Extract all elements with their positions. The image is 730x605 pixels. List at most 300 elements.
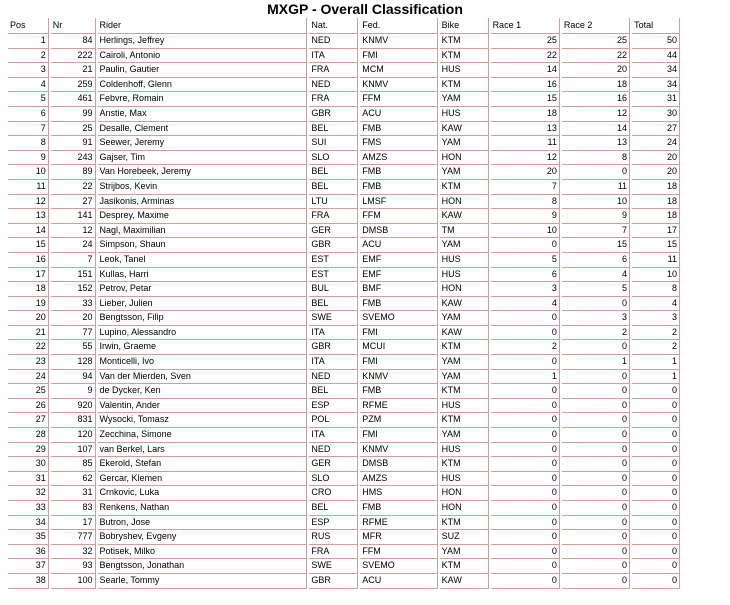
cell-race1: 6 <box>491 268 560 283</box>
cell-pos: 5 <box>8 92 49 107</box>
cell-rider: Valentin, Ander <box>98 399 308 414</box>
cell-rider: Herlings, Jeffrey <box>98 34 308 49</box>
cell-race2: 0 <box>562 443 630 458</box>
cell-bike: KAW <box>440 209 489 224</box>
cell-nr: 85 <box>51 457 96 472</box>
cell-nat: FRA <box>309 63 358 78</box>
cell-pos: 22 <box>8 340 49 355</box>
cell-pos: 16 <box>8 253 49 268</box>
table-row <box>8 151 680 166</box>
cell-race1: 8 <box>491 195 560 210</box>
cell-race1: 0 <box>491 399 560 414</box>
cell-pos: 31 <box>8 472 49 487</box>
table-row <box>8 268 680 283</box>
header-fed: Fed. <box>360 18 437 34</box>
cell-fed: FMI <box>360 326 437 341</box>
cell-pos: 15 <box>8 238 49 253</box>
cell-race1: 13 <box>491 122 560 137</box>
cell-pos: 3 <box>8 63 49 78</box>
cell-race1: 22 <box>491 49 560 64</box>
cell-fed: DMSB <box>360 457 437 472</box>
cell-fed: FFM <box>360 92 437 107</box>
cell-nr: 9 <box>51 384 96 399</box>
cell-race2: 0 <box>562 340 630 355</box>
cell-rider: Monticelli, Ivo <box>98 355 308 370</box>
cell-nat: LTU <box>309 195 358 210</box>
cell-bike: YAM <box>440 92 489 107</box>
cell-rider: Lupino, Alessandro <box>98 326 308 341</box>
cell-nat: RUS <box>309 530 358 545</box>
cell-rider: Paulin, Gautier <box>98 63 308 78</box>
cell-nr: 22 <box>51 180 96 195</box>
cell-fed: RFME <box>360 399 437 414</box>
cell-pos: 6 <box>8 107 49 122</box>
cell-nr: 31 <box>51 486 96 501</box>
cell-bike: KTM <box>440 516 489 531</box>
table-row <box>8 443 680 458</box>
cell-bike: HON <box>440 501 489 516</box>
table-row <box>8 574 680 589</box>
cell-fed: KNMV <box>360 78 437 93</box>
table-row <box>8 253 680 268</box>
cell-total: 3 <box>632 311 680 326</box>
cell-nat: SLO <box>309 151 358 166</box>
cell-race2: 20 <box>562 63 630 78</box>
cell-total: 0 <box>632 486 680 501</box>
cell-nr: 777 <box>51 530 96 545</box>
table-row <box>8 195 680 210</box>
cell-total: 0 <box>632 428 680 443</box>
cell-bike: YAM <box>440 355 489 370</box>
cell-nat: GER <box>309 457 358 472</box>
cell-total: 0 <box>632 501 680 516</box>
cell-nat: ESP <box>309 399 358 414</box>
cell-rider: Desalle, Clement <box>98 122 308 137</box>
table-row <box>8 355 680 370</box>
cell-total: 1 <box>632 355 680 370</box>
cell-fed: HMS <box>360 486 437 501</box>
cell-race1: 0 <box>491 574 560 589</box>
cell-bike: KTM <box>440 457 489 472</box>
header-total: Total <box>632 18 680 34</box>
cell-rider: Coldenhoff, Glenn <box>98 78 308 93</box>
cell-nr: 77 <box>51 326 96 341</box>
cell-race1: 25 <box>491 34 560 49</box>
cell-total: 34 <box>632 78 680 93</box>
cell-pos: 24 <box>8 370 49 385</box>
cell-nat: ITA <box>309 49 358 64</box>
cell-total: 20 <box>632 151 680 166</box>
cell-nat: SUI <box>309 136 358 151</box>
cell-race2: 4 <box>562 268 630 283</box>
cell-race1: 16 <box>491 78 560 93</box>
cell-fed: EMF <box>360 268 437 283</box>
cell-race2: 14 <box>562 122 630 137</box>
table-row <box>8 297 680 312</box>
table-row <box>8 209 680 224</box>
cell-fed: KNMV <box>360 443 437 458</box>
header-rider: Rider <box>98 18 308 34</box>
cell-pos: 9 <box>8 151 49 166</box>
cell-race1: 2 <box>491 340 560 355</box>
table-row <box>8 49 680 64</box>
cell-rider: Nagl, Maximilian <box>98 224 308 239</box>
cell-rider: Leok, Tanel <box>98 253 308 268</box>
cell-rider: Desprey, Maxime <box>98 209 308 224</box>
cell-nat: BEL <box>309 501 358 516</box>
cell-rider: Potisek, Milko <box>98 545 308 560</box>
cell-rider: Searle, Tommy <box>98 574 308 589</box>
cell-pos: 32 <box>8 486 49 501</box>
cell-fed: AMZS <box>360 472 437 487</box>
cell-race2: 5 <box>562 282 630 297</box>
cell-race1: 0 <box>491 501 560 516</box>
cell-race1: 1 <box>491 370 560 385</box>
cell-race1: 10 <box>491 224 560 239</box>
cell-total: 24 <box>632 136 680 151</box>
cell-race2: 10 <box>562 195 630 210</box>
cell-total: 11 <box>632 253 680 268</box>
cell-race1: 3 <box>491 282 560 297</box>
cell-race2: 9 <box>562 209 630 224</box>
cell-total: 0 <box>632 472 680 487</box>
cell-race1: 0 <box>491 384 560 399</box>
cell-race2: 0 <box>562 530 630 545</box>
cell-rider: Cairoli, Antonio <box>98 49 308 64</box>
table-row <box>8 63 680 78</box>
cell-nr: 20 <box>51 311 96 326</box>
cell-total: 2 <box>632 326 680 341</box>
cell-total: 15 <box>632 238 680 253</box>
cell-fed: BMF <box>360 282 437 297</box>
table-row <box>8 384 680 399</box>
cell-race2: 6 <box>562 253 630 268</box>
table-row <box>8 180 680 195</box>
cell-nat: NED <box>309 370 358 385</box>
table-row <box>8 486 680 501</box>
table-row <box>8 78 680 93</box>
cell-race2: 1 <box>562 355 630 370</box>
cell-total: 0 <box>632 384 680 399</box>
cell-race2: 25 <box>562 34 630 49</box>
cell-rider: Kullas, Harri <box>98 268 308 283</box>
cell-rider: Van der Mierden, Sven <box>98 370 308 385</box>
cell-pos: 1 <box>8 34 49 49</box>
cell-nr: 91 <box>51 136 96 151</box>
cell-nat: EST <box>309 268 358 283</box>
cell-total: 0 <box>632 443 680 458</box>
cell-rider: Bobryshev, Evgeny <box>98 530 308 545</box>
cell-pos: 11 <box>8 180 49 195</box>
cell-total: 17 <box>632 224 680 239</box>
cell-race2: 3 <box>562 311 630 326</box>
cell-pos: 25 <box>8 384 49 399</box>
cell-fed: FFM <box>360 545 437 560</box>
cell-pos: 7 <box>8 122 49 137</box>
table-row <box>8 92 680 107</box>
cell-pos: 38 <box>8 574 49 589</box>
cell-race1: 18 <box>491 107 560 122</box>
cell-fed: FMB <box>360 297 437 312</box>
cell-race2: 0 <box>562 501 630 516</box>
cell-nr: 12 <box>51 224 96 239</box>
cell-total: 0 <box>632 516 680 531</box>
cell-pos: 8 <box>8 136 49 151</box>
cell-bike: YAM <box>440 165 489 180</box>
cell-nat: FRA <box>309 209 358 224</box>
cell-pos: 13 <box>8 209 49 224</box>
cell-nat: ITA <box>309 355 358 370</box>
cell-rider: Crnkovic, Luka <box>98 486 308 501</box>
cell-total: 50 <box>632 34 680 49</box>
cell-nr: 920 <box>51 399 96 414</box>
cell-fed: SVEMO <box>360 559 437 574</box>
cell-bike: KTM <box>440 78 489 93</box>
cell-nr: 17 <box>51 516 96 531</box>
cell-nr: 62 <box>51 472 96 487</box>
cell-race1: 5 <box>491 253 560 268</box>
cell-fed: FMI <box>360 49 437 64</box>
cell-nr: 141 <box>51 209 96 224</box>
cell-race2: 0 <box>562 428 630 443</box>
cell-fed: ACU <box>360 107 437 122</box>
cell-bike: KTM <box>440 384 489 399</box>
cell-total: 27 <box>632 122 680 137</box>
table-row <box>8 122 680 137</box>
cell-total: 10 <box>632 268 680 283</box>
cell-race1: 14 <box>491 63 560 78</box>
cell-nr: 128 <box>51 355 96 370</box>
cell-total: 0 <box>632 413 680 428</box>
cell-bike: KTM <box>440 340 489 355</box>
cell-fed: RFME <box>360 516 437 531</box>
cell-bike: HON <box>440 195 489 210</box>
cell-race2: 22 <box>562 49 630 64</box>
cell-pos: 12 <box>8 195 49 210</box>
cell-fed: FMB <box>360 122 437 137</box>
cell-race2: 7 <box>562 224 630 239</box>
cell-pos: 23 <box>8 355 49 370</box>
cell-nat: FRA <box>309 92 358 107</box>
cell-rider: Gercar, Klemen <box>98 472 308 487</box>
cell-total: 20 <box>632 165 680 180</box>
cell-race1: 0 <box>491 516 560 531</box>
cell-fed: FFM <box>360 209 437 224</box>
cell-nat: NED <box>309 78 358 93</box>
cell-total: 0 <box>632 559 680 574</box>
cell-total: 30 <box>632 107 680 122</box>
cell-nat: SWE <box>309 311 358 326</box>
cell-race2: 0 <box>562 413 630 428</box>
cell-race1: 0 <box>491 355 560 370</box>
cell-rider: Butron, Jose <box>98 516 308 531</box>
cell-total: 0 <box>632 574 680 589</box>
cell-race2: 0 <box>562 472 630 487</box>
cell-race2: 0 <box>562 457 630 472</box>
cell-pos: 20 <box>8 311 49 326</box>
cell-race1: 20 <box>491 165 560 180</box>
cell-nat: GER <box>309 224 358 239</box>
table-row <box>8 136 680 151</box>
cell-bike: HUS <box>440 443 489 458</box>
cell-race2: 0 <box>562 297 630 312</box>
cell-nr: 89 <box>51 165 96 180</box>
cell-rider: Zecchina, Simone <box>98 428 308 443</box>
cell-bike: KTM <box>440 559 489 574</box>
table-row <box>8 311 680 326</box>
cell-total: 44 <box>632 49 680 64</box>
cell-race2: 12 <box>562 107 630 122</box>
cell-bike: KAW <box>440 574 489 589</box>
cell-rider: Bengtsson, Filip <box>98 311 308 326</box>
cell-rider: Ekerold, Stefan <box>98 457 308 472</box>
cell-total: 4 <box>632 297 680 312</box>
page-title: MXGP - Overall Classification <box>267 1 463 17</box>
cell-bike: SUZ <box>440 530 489 545</box>
cell-nr: 831 <box>51 413 96 428</box>
header-bike: Bike <box>440 18 489 34</box>
cell-pos: 4 <box>8 78 49 93</box>
cell-pos: 26 <box>8 399 49 414</box>
cell-race2: 11 <box>562 180 630 195</box>
cell-nr: 24 <box>51 238 96 253</box>
cell-bike: YAM <box>440 136 489 151</box>
cell-bike: HUS <box>440 399 489 414</box>
cell-rider: van Berkel, Lars <box>98 443 308 458</box>
cell-nat: GBR <box>309 574 358 589</box>
cell-nat: SLO <box>309 472 358 487</box>
cell-nr: 120 <box>51 428 96 443</box>
cell-nat: GBR <box>309 107 358 122</box>
table-row <box>8 340 680 355</box>
cell-pos: 37 <box>8 559 49 574</box>
cell-race1: 15 <box>491 92 560 107</box>
cell-pos: 34 <box>8 516 49 531</box>
cell-fed: FMI <box>360 355 437 370</box>
cell-race2: 0 <box>562 559 630 574</box>
cell-fed: KNMV <box>360 34 437 49</box>
cell-fed: ACU <box>360 574 437 589</box>
table-row <box>8 457 680 472</box>
cell-nr: 93 <box>51 559 96 574</box>
cell-bike: YAM <box>440 311 489 326</box>
cell-nat: EST <box>309 253 358 268</box>
cell-bike: KTM <box>440 180 489 195</box>
cell-race2: 0 <box>562 399 630 414</box>
cell-race1: 11 <box>491 136 560 151</box>
cell-pos: 17 <box>8 268 49 283</box>
cell-nr: 151 <box>51 268 96 283</box>
cell-bike: YAM <box>440 428 489 443</box>
cell-race1: 0 <box>491 545 560 560</box>
cell-fed: FMS <box>360 136 437 151</box>
cell-race1: 0 <box>491 559 560 574</box>
cell-bike: HON <box>440 486 489 501</box>
table-row <box>8 370 680 385</box>
cell-nat: ITA <box>309 428 358 443</box>
cell-nat: SWE <box>309 559 358 574</box>
cell-pos: 35 <box>8 530 49 545</box>
cell-pos: 33 <box>8 501 49 516</box>
cell-nr: 461 <box>51 92 96 107</box>
cell-race1: 0 <box>491 530 560 545</box>
table-row <box>8 516 680 531</box>
cell-race1: 12 <box>491 151 560 166</box>
table-row <box>8 559 680 574</box>
cell-race2: 18 <box>562 78 630 93</box>
cell-fed: SVEMO <box>360 311 437 326</box>
cell-nat: POL <box>309 413 358 428</box>
cell-race1: 0 <box>491 472 560 487</box>
cell-nr: 32 <box>51 545 96 560</box>
cell-nat: NED <box>309 34 358 49</box>
cell-race1: 0 <box>491 311 560 326</box>
cell-fed: MFR <box>360 530 437 545</box>
cell-fed: FMI <box>360 428 437 443</box>
cell-bike: KTM <box>440 49 489 64</box>
cell-race1: 0 <box>491 413 560 428</box>
table-row <box>8 501 680 516</box>
cell-pos: 30 <box>8 457 49 472</box>
classification-table <box>6 18 682 589</box>
table-header-row <box>8 18 680 34</box>
cell-fed: MCUI <box>360 340 437 355</box>
cell-race2: 16 <box>562 92 630 107</box>
cell-total: 2 <box>632 340 680 355</box>
cell-race2: 8 <box>562 151 630 166</box>
table-row <box>8 530 680 545</box>
cell-nat: CRO <box>309 486 358 501</box>
cell-nat: ESP <box>309 516 358 531</box>
table-row <box>8 472 680 487</box>
header-race1: Race 1 <box>491 18 560 34</box>
cell-race1: 0 <box>491 486 560 501</box>
cell-bike: KAW <box>440 326 489 341</box>
cell-rider: Lieber, Julien <box>98 297 308 312</box>
cell-rider: Simpson, Shaun <box>98 238 308 253</box>
cell-total: 1 <box>632 370 680 385</box>
cell-fed: PZM <box>360 413 437 428</box>
table-row <box>8 238 680 253</box>
table-row <box>8 107 680 122</box>
cell-fed: FMB <box>360 165 437 180</box>
cell-bike: KTM <box>440 34 489 49</box>
cell-race2: 0 <box>562 370 630 385</box>
cell-nat: GBR <box>309 238 358 253</box>
cell-fed: AMZS <box>360 151 437 166</box>
cell-race2: 0 <box>562 486 630 501</box>
cell-nr: 27 <box>51 195 96 210</box>
cell-rider: Renkens, Nathan <box>98 501 308 516</box>
cell-bike: HUS <box>440 63 489 78</box>
cell-pos: 36 <box>8 545 49 560</box>
cell-pos: 18 <box>8 282 49 297</box>
cell-nr: 21 <box>51 63 96 78</box>
cell-nat: BUL <box>309 282 358 297</box>
cell-rider: Seewer, Jeremy <box>98 136 308 151</box>
cell-rider: Strijbos, Kevin <box>98 180 308 195</box>
cell-pos: 14 <box>8 224 49 239</box>
cell-rider: Anstie, Max <box>98 107 308 122</box>
cell-race1: 0 <box>491 457 560 472</box>
cell-pos: 2 <box>8 49 49 64</box>
cell-total: 31 <box>632 92 680 107</box>
cell-race2: 2 <box>562 326 630 341</box>
cell-pos: 27 <box>8 413 49 428</box>
cell-nat: BEL <box>309 165 358 180</box>
cell-nr: 99 <box>51 107 96 122</box>
cell-bike: TM <box>440 224 489 239</box>
